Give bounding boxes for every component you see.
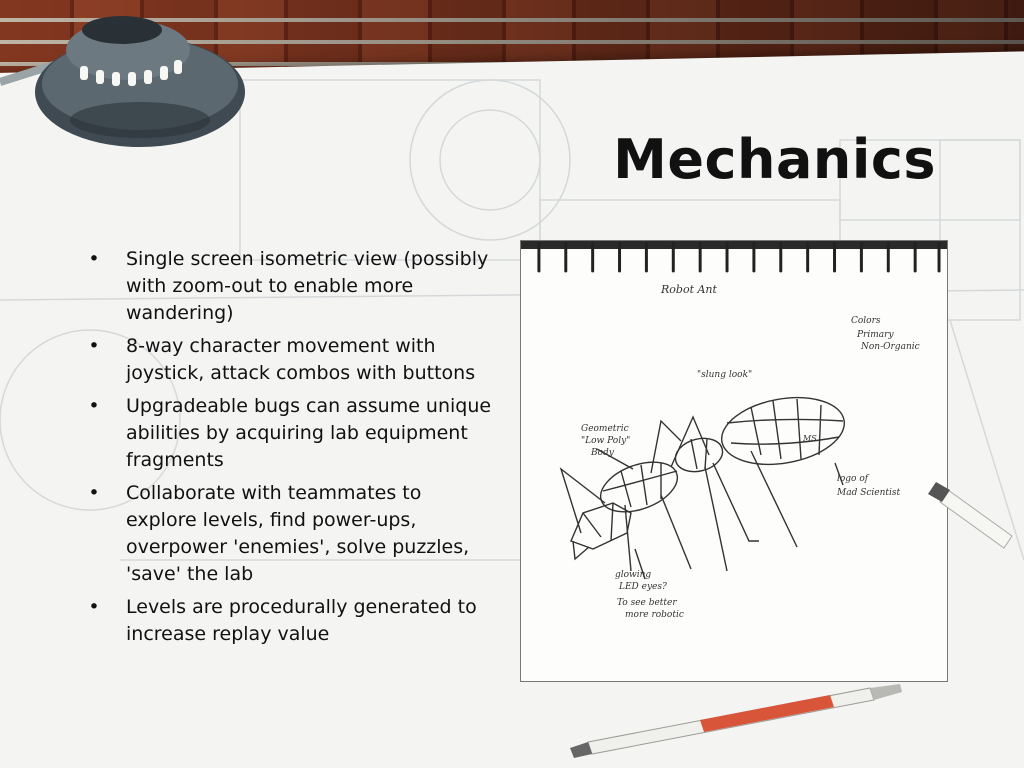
robot-ant-drawing <box>521 241 949 683</box>
sketch-note-logo-2: Mad Scientist <box>837 488 901 498</box>
bullet-item <box>86 594 496 648</box>
bullet-text: 8-way character movement with joystick, attack combos with buttons <box>126 335 476 384</box>
bullet-text: Upgradeable bugs can assume unique abilities by acquiring lab equipment fragments <box>126 395 492 471</box>
sketch-note-colors-1: Colors <box>851 316 881 326</box>
sketch-note-body-1: Geometric <box>581 424 629 434</box>
sketch-note-eyes-3: To see better <box>617 598 677 608</box>
sketch-title: Robot Ant <box>661 283 717 296</box>
bullet-dot-icon: • <box>88 335 100 357</box>
bullet-dot-icon: • <box>88 395 100 417</box>
bullet-dot-icon: • <box>88 248 100 270</box>
sketch-note-eyes-2: LED eyes? <box>619 582 667 592</box>
sketch-logo-mark: MS <box>803 434 817 443</box>
sketch-note-logo-1: logo of <box>837 474 869 484</box>
bullet-dot-icon: • <box>88 482 100 504</box>
bullet-text: Collaborate with teammates to explore levels, find power-ups, overpower 'enemies', solve puzzles, 'save' the lab <box>126 482 470 585</box>
sketch-note-colors-2: Primary <box>857 330 894 340</box>
slide-title: Mechanics <box>613 128 936 191</box>
bullet-item <box>86 246 496 327</box>
bullet-item <box>86 333 496 387</box>
desk-lamp-icon <box>0 0 260 170</box>
bullet-item <box>86 393 496 474</box>
bullet-text: Levels are procedurally generated to increase replay value <box>126 596 477 645</box>
bullet-dot-icon: • <box>88 596 100 618</box>
sketch-note-body-2: "Low Poly" <box>581 436 631 446</box>
sketch-note-look: "slung look" <box>697 370 753 380</box>
bullet-item <box>86 480 496 588</box>
sketch-note-eyes-4: more robotic <box>625 610 684 620</box>
bullet-list <box>86 246 496 654</box>
sketch-note-eyes-1: glowing <box>615 570 652 580</box>
sketch-note-body-3: Body <box>591 448 614 458</box>
bullet-text: Single screen isometric view (possibly with zoom-out to enable more wandering) <box>126 248 489 324</box>
robot-ant-sketch-image <box>520 240 948 682</box>
sketch-note-colors-3: Non-Organic <box>861 342 920 352</box>
